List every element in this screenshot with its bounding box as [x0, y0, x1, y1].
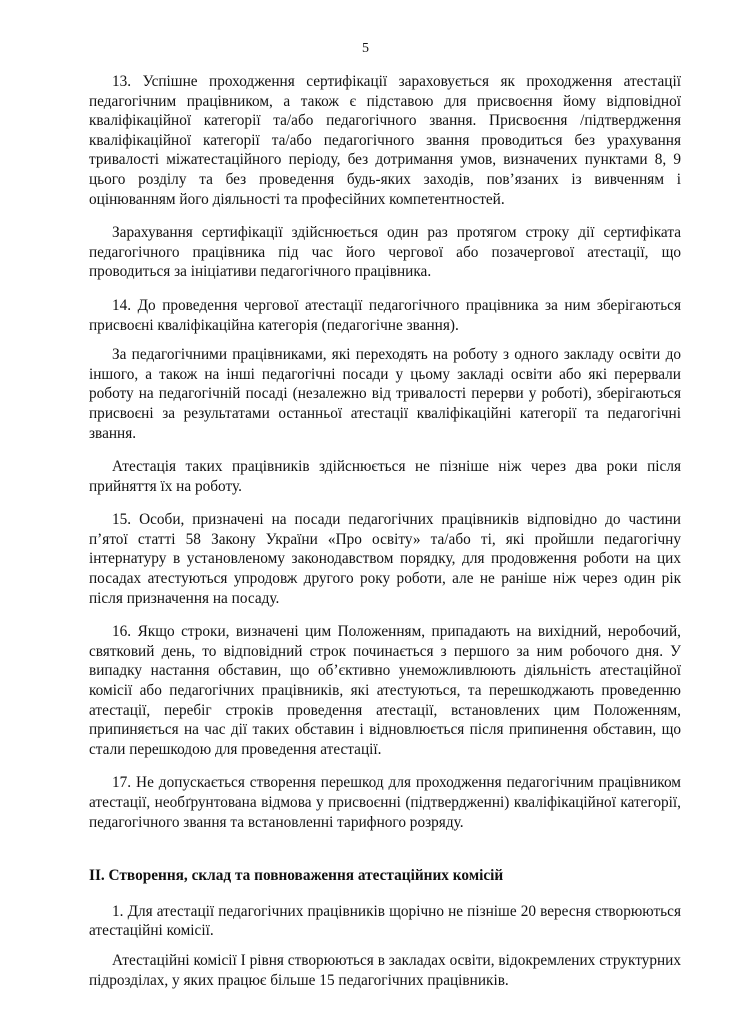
paragraph-16: 16. Якщо строки, визначені цим Положенням, припадають на вихідний, неробочий, святковий день, то відповідний строк починається з першого за ним робочого дня. У випадку настання обставин, що об’єктивно унеможливлюють діяльність атестаційної комісії або педагогічних працівників, які атестуються, та перешкоджають проведенню атестації, перебіг строків проведення атестації, встановлених цим Положенням, припиняється на час дії таких обставин і відновлюється після припинення обставин, що стали перешкодою для проведення атестації.: [89, 623, 681, 758]
paragraph-13-continuation: Зарахування сертифікації здійснюється один раз протягом строку дії сертифіката педагогічного працівника під час його чергової або позачергової атестації, що проводиться за ініціативи педагогічного працівника.: [89, 224, 681, 281]
paragraph-17: 17. Не допускається створення перешкод для проходження педагогічним працівником атестації, необґрунтована відмова у присвоєнні (підтвердженні) кваліфікаційної категорії, педагогічного звання та встановленні тарифного розряду.: [89, 774, 681, 831]
document-body: [89, 72, 681, 1004]
page-number: 5: [362, 41, 369, 56]
section-heading: ІІ. Створення, склад та повноваження атестаційних комісій: [89, 867, 504, 885]
paragraph-14: 14. До проведення чергової атестації педагогічного працівника за ним зберігаються присвоєні кваліфікаційна категорія (педагогічне звання).: [89, 296, 681, 334]
paragraph-15: 15. Особи, призначені на посади педагогічних працівників відповідно до частини п’ятої статті 58 Закону України «Про освіту» та/або ті, які пройшли педагогічну інтернатуру в установленому законодавством порядку, для продовження роботи на цих посадах атестуються упродовж другого року роботи, але не раніше ніж через один рік після призначення на посаду.: [89, 511, 681, 607]
section-2-paragraph-1-continuation: Атестаційні комісії І рівня створюються в закладах освіти, відокремлених структурних підрозділах, у яких працює більше 15 педагогічних працівників.: [89, 951, 681, 989]
paragraph-14-atestation: Атестація таких працівників здійснюється не пізніше ніж через два роки після прийняття їх на роботу.: [89, 458, 681, 495]
paragraph-13: 13. Успішне проходження сертифікації зараховується як проходження атестації педагогічним працівником, а також є підставою для присвоєння йому відповідної кваліфікаційної категорії та/або педагогічного звання. Присвоєння /підтвердження кваліфікаційної категорії та/або педагогічного звання проводиться без урахування тривалості міжатестаційного періоду, без дотримання умов, визначених пунктами 8, 9 цього розділу та без проведення будь-яких заходів, пов’язаних із вивченням і оцінюванням його діяльності та професійних компетентностей.: [89, 73, 681, 208]
paragraph-14-continuation: За педагогічними працівниками, які переходять на роботу з одного закладу освіти до іншого, а також на інші педагогічні посади у цьому закладі освіти або які перервали роботу на педагогічній посаді (незалежно від тривалості перерви у роботі), зберігаються присвоєні за результатами останньої атестації кваліфікаційні категорії та педагогічні звання.: [89, 346, 681, 442]
section-2-paragraph-1: 1. Для атестації педагогічних працівників щорічно не пізніше 20 вересня створюються атестаційні комісії.: [89, 902, 681, 940]
